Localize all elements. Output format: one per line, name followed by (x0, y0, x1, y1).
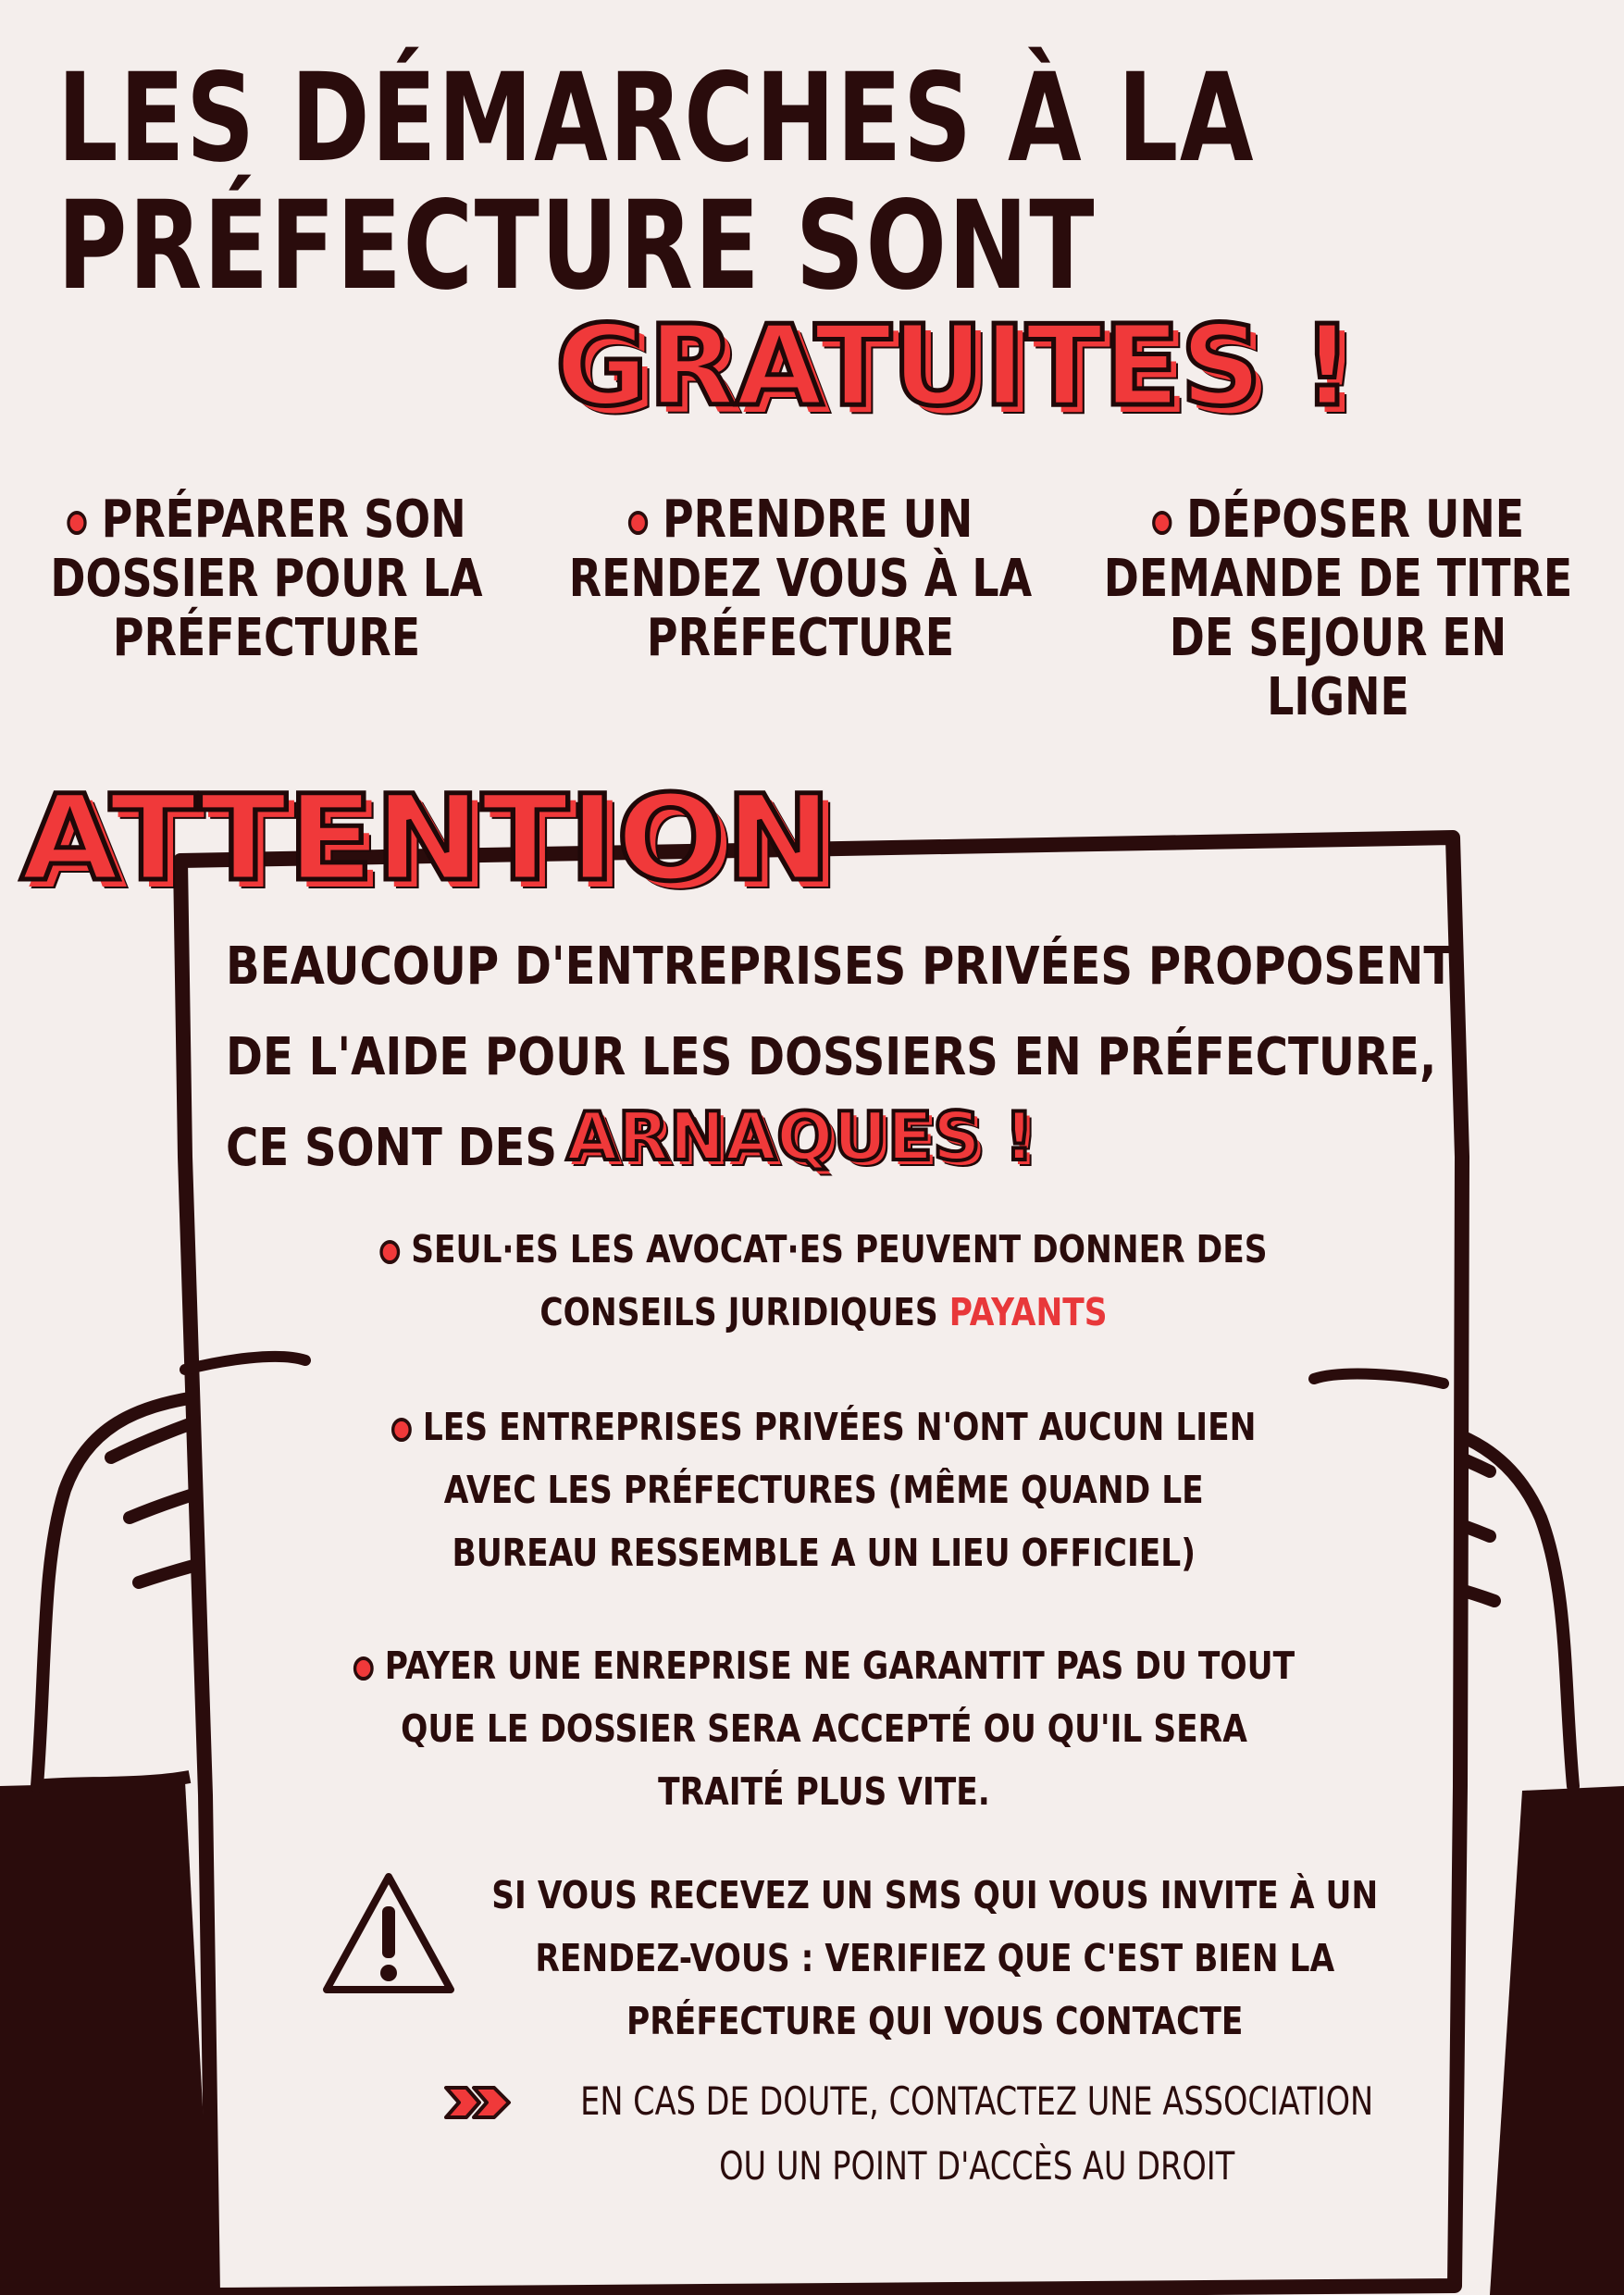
warning-point-1 (222, 1218, 1425, 1344)
bullet-dot-icon (391, 1418, 412, 1442)
free-step-3-line3: DE SEJOUR EN LIGNE (1169, 608, 1507, 727)
free-step-2-line3: PRÉFECTURE (646, 608, 955, 668)
bullet-dot-icon (353, 1656, 373, 1681)
warning-heading: ATTENTION (20, 770, 833, 908)
free-step-1 (17, 490, 516, 668)
warning-intro-line3: CE SONT DES (226, 1118, 558, 1178)
warning-intro-line1: BEAUCOUP D'ENTREPRISES PRIVÉES PROPOSENT (226, 937, 1455, 997)
free-step-2-line2: RENDEZ VOUS À LA (568, 549, 1033, 609)
bullet-dot-icon (67, 511, 86, 535)
bullet-dot-icon (379, 1240, 400, 1264)
warning-point-3-line1: PAYER UNE ENREPRISE NE GARANTIT PAS DU TOUT (384, 1644, 1295, 1688)
free-step-2-line1: PRENDRE UN (662, 490, 973, 550)
warning-point-3-line2: QUE LE DOSSIER SERA ACCEPTÉ OU QU'IL SERA (400, 1706, 1247, 1751)
free-step-3-line1: DÉPOSER UNE (1186, 490, 1525, 550)
warning-point-1-line2b: PAYANTS (948, 1290, 1108, 1334)
doubt-note-line1: EN CAS DE DOUTE, CONTACTEZ UNE ASSOCIATION (580, 2078, 1374, 2124)
warning-point-2 (222, 1396, 1425, 1584)
doubt-note (481, 2069, 1407, 2199)
warning-point-3-line3: TRAITÉ PLUS VITE. (657, 1769, 990, 1814)
warning-intro-highlight-arnaques: ARNAQUES ! (566, 1098, 1035, 1175)
bullet-dot-icon (1152, 511, 1172, 535)
free-step-3 (1088, 490, 1588, 727)
free-step-1-line3: PRÉFECTURE (112, 608, 421, 668)
warning-point-2-line3: BUREAU RESSEMBLE A UN LIEU OFFICIEL) (452, 1531, 1196, 1575)
free-step-2 (551, 490, 1050, 668)
free-step-1-line1: PRÉPARER SON (101, 490, 466, 550)
sms-warning (407, 1864, 1425, 2053)
sms-warning-line1: SI VOUS RECEVEZ UN SMS QUI VOUS INVITE À UN (491, 1873, 1379, 1917)
bullet-dot-icon (628, 511, 648, 535)
sms-warning-line2: RENDEZ-VOUS : VERIFIEZ QUE C'EST BIEN LA (535, 1936, 1335, 1980)
sms-warning-line3: PRÉFECTURE QUI VOUS CONTACTE (626, 1999, 1244, 2043)
warning-point-2-line2: AVEC LES PRÉFECTURES (MÊME QUAND LE (443, 1468, 1204, 1512)
warning-intro-line2: DE L'AIDE POUR LES DOSSIERS EN PRÉFECTURE, (226, 1027, 1437, 1087)
free-step-3-line2: DEMANDE DE TITRE (1103, 549, 1573, 609)
title-line-1: LES DÉMARCHES À LA (57, 47, 1256, 190)
warning-point-2-line1: LES ENTREPRISES PRIVÉES N'ONT AUCUN LIEN (422, 1405, 1257, 1449)
title-line-2: PRÉFECTURE SONT (57, 175, 1097, 317)
warning-point-1-line1: SEUL·ES LES AVOCAT·ES PEUVENT DONNER DES (411, 1227, 1268, 1272)
warning-point-1-line2a: CONSEILS JURIDIQUES (539, 1290, 938, 1334)
doubt-note-line2: OU UN POINT D'ACCÈS AU DROIT (719, 2143, 1235, 2189)
title-highlight-gratuites: GRATUITES ! (555, 303, 1354, 431)
free-step-1-line2: DOSSIER POUR LA (50, 549, 483, 609)
warning-point-3 (222, 1634, 1425, 1823)
